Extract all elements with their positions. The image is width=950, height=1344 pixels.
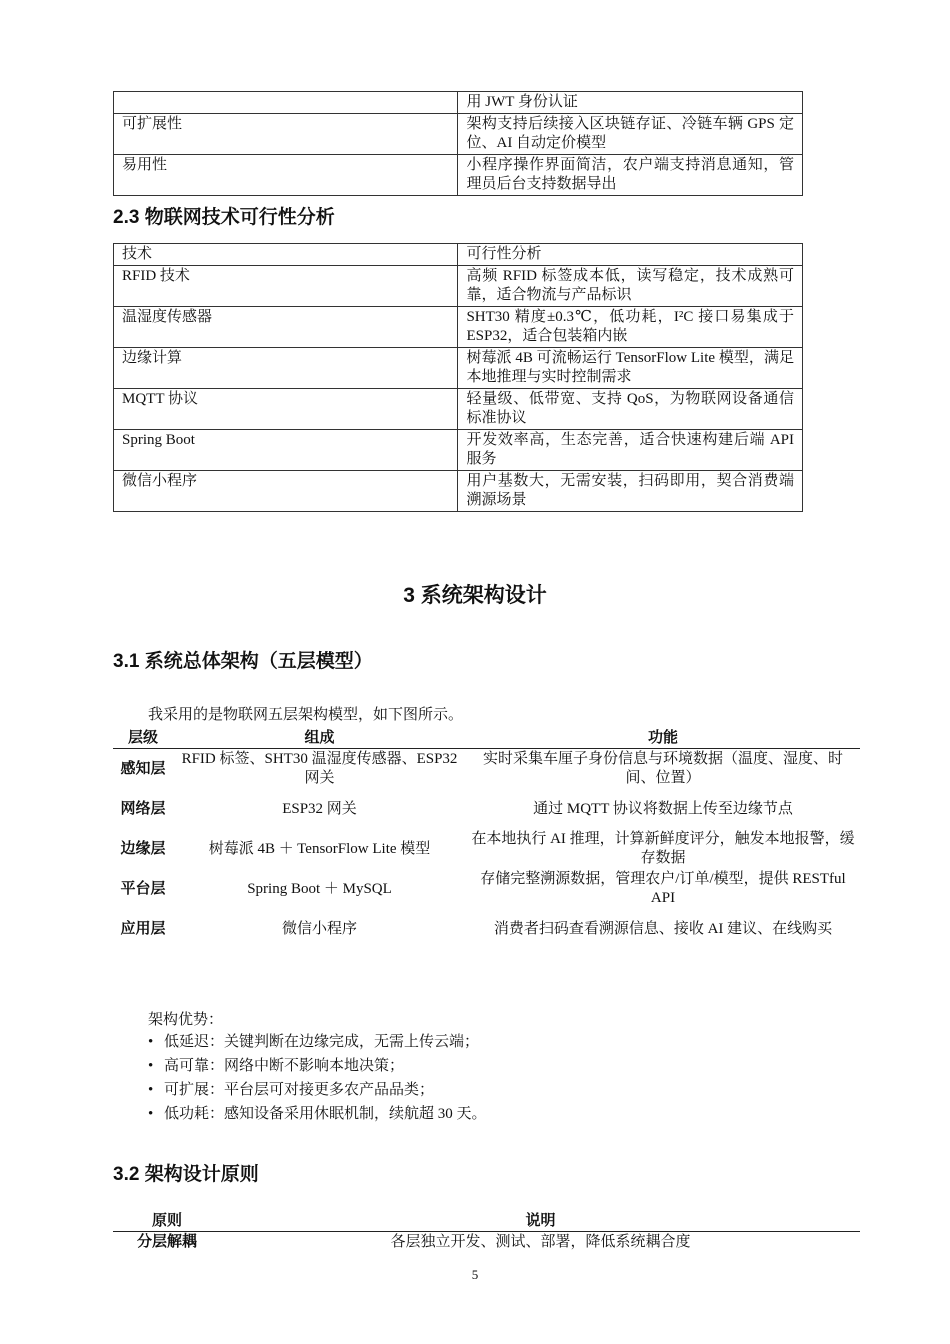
table-cell: RFID 标签、SHT30 温湿度传感器、ESP32 网关 — [181, 751, 458, 786]
table-cell: 树莓派 4B ＋ TensorFlow Lite 模型 — [208, 840, 431, 857]
five-layer-architecture-table — [113, 729, 860, 949]
table-row — [113, 789, 860, 829]
section-3-2-heading: 3.2 架构设计原则 — [113, 1164, 259, 1185]
table-cell: 用 JWT 身份认证 — [458, 92, 803, 114]
section-3-1-intro: 我采用的是物联网五层架构模型，如下图所示。 — [148, 707, 464, 723]
table-cell: 分层解耦 — [136, 1234, 197, 1250]
table-row — [114, 471, 803, 512]
architecture-advantages-title: 架构优势： — [148, 1012, 224, 1028]
table-row — [114, 389, 803, 430]
table-header-cell: 说明 — [221, 1212, 860, 1232]
table-cell: MQTT 协议 — [114, 389, 458, 430]
table-header-row — [113, 1212, 860, 1232]
table-cell: 架构支持后续接入区块链存证、冷链车辆 GPS 定位、AI 自动定价模型 — [458, 114, 803, 155]
section-2-3-heading: 2.3 物联网技术可行性分析 — [113, 207, 335, 228]
table-cell: 边缘计算 — [114, 348, 458, 389]
table-cell: 平台层 — [120, 880, 166, 897]
table-row — [114, 307, 803, 348]
table-cell: 网络层 — [120, 800, 166, 817]
list-item: • 高可靠：网络中断不影响本地决策； — [148, 1054, 487, 1078]
table-row — [114, 430, 803, 471]
table-cell: 温湿度传感器 — [114, 307, 458, 348]
table-cell — [114, 92, 458, 114]
table-cell: 通过 MQTT 协议将数据上传至边缘节点 — [533, 800, 793, 817]
table-cell: 轻量级、低带宽、支持 QoS，为物联网设备通信标准协议 — [458, 389, 803, 430]
table-cell: 各层独立开发、测试、部署，降低系统耦合度 — [390, 1234, 691, 1250]
table-cell: SHT30 精度±0.3℃，低功耗，I²C 接口易集成于 ESP32，适合包装箱内嵌 — [458, 307, 803, 348]
table-cell: 开发效率高，生态完善，适合快速构建后端 API 服务 — [458, 430, 803, 471]
table-header-cell: 技术 — [114, 244, 458, 266]
table-cell: 存储完整溯源数据，管理农户/订单/模型，提供 RESTful API — [480, 871, 846, 906]
table-cell: Spring Boot — [114, 430, 458, 471]
page-number: 5 — [471, 1267, 479, 1282]
table-cell: 可扩展性 — [114, 114, 458, 155]
table-cell: Spring Boot ＋ MySQL — [247, 880, 392, 897]
iot-feasibility-table — [113, 243, 803, 512]
table-cell: 高频 RFID 标签成本低，读写稳定，技术成熟可靠，适合物流与产品标识 — [458, 266, 803, 307]
architecture-advantages-list — [148, 1030, 487, 1126]
table-cell: ESP32 网关 — [282, 800, 357, 817]
table-cell: 易用性 — [114, 155, 458, 196]
table-row — [113, 1232, 860, 1254]
table-row — [114, 92, 803, 114]
table-cell: 边缘层 — [120, 840, 166, 857]
table-cell: 消费者扫码查看溯源信息、接收 AI 建议、在线购买 — [493, 920, 833, 937]
design-principles-table — [113, 1212, 860, 1253]
list-item: • 低功耗：感知设备采用休眠机制，续航超 30 天。 — [148, 1102, 487, 1126]
section-3-1-heading: 3.1 系统总体架构（五层模型） — [113, 651, 373, 672]
table-header-cell: 功能 — [466, 729, 860, 749]
table-header-cell: 层级 — [113, 729, 173, 749]
table-cell: 应用层 — [120, 920, 166, 937]
table-cell: 用户基数大，无需安装，扫码即用，契合消费端溯源场景 — [458, 471, 803, 512]
requirements-table-continued — [113, 91, 803, 196]
table-header-cell: 可行性分析 — [458, 244, 803, 266]
table-row — [113, 749, 860, 790]
table-row — [113, 829, 860, 869]
table-cell: 微信小程序 — [281, 920, 357, 937]
table-row — [114, 155, 803, 196]
chapter-3-heading: 3 系统架构设计 — [403, 584, 547, 607]
table-row — [114, 114, 803, 155]
table-row — [113, 909, 860, 949]
table-cell: 感知层 — [120, 760, 166, 777]
table-row — [114, 266, 803, 307]
table-header-row — [113, 729, 860, 749]
table-cell: 实时采集车厘子身份信息与环境数据（温度、湿度、时间、位置） — [482, 751, 843, 786]
table-header-row — [114, 244, 803, 266]
table-row — [114, 348, 803, 389]
list-item: • 低延迟：关键判断在边缘完成，无需上传云端； — [148, 1030, 487, 1054]
list-item: • 可扩展：平台层可对接更多农产品品类； — [148, 1078, 487, 1102]
table-cell: 树莓派 4B 可流畅运行 TensorFlow Lite 模型，满足本地推理与实时控制需求 — [458, 348, 803, 389]
table-row — [113, 869, 860, 909]
table-header-cell: 原则 — [113, 1212, 221, 1232]
table-header-cell: 组成 — [173, 729, 466, 749]
table-cell: 在本地执行 AI 推理，计算新鲜度评分，触发本地报警，缓存数据 — [471, 831, 855, 866]
table-cell: 小程序操作界面简洁，农户端支持消息通知，管理员后台支持数据导出 — [458, 155, 803, 196]
table-cell: RFID 技术 — [114, 266, 458, 307]
table-cell: 微信小程序 — [114, 471, 458, 512]
